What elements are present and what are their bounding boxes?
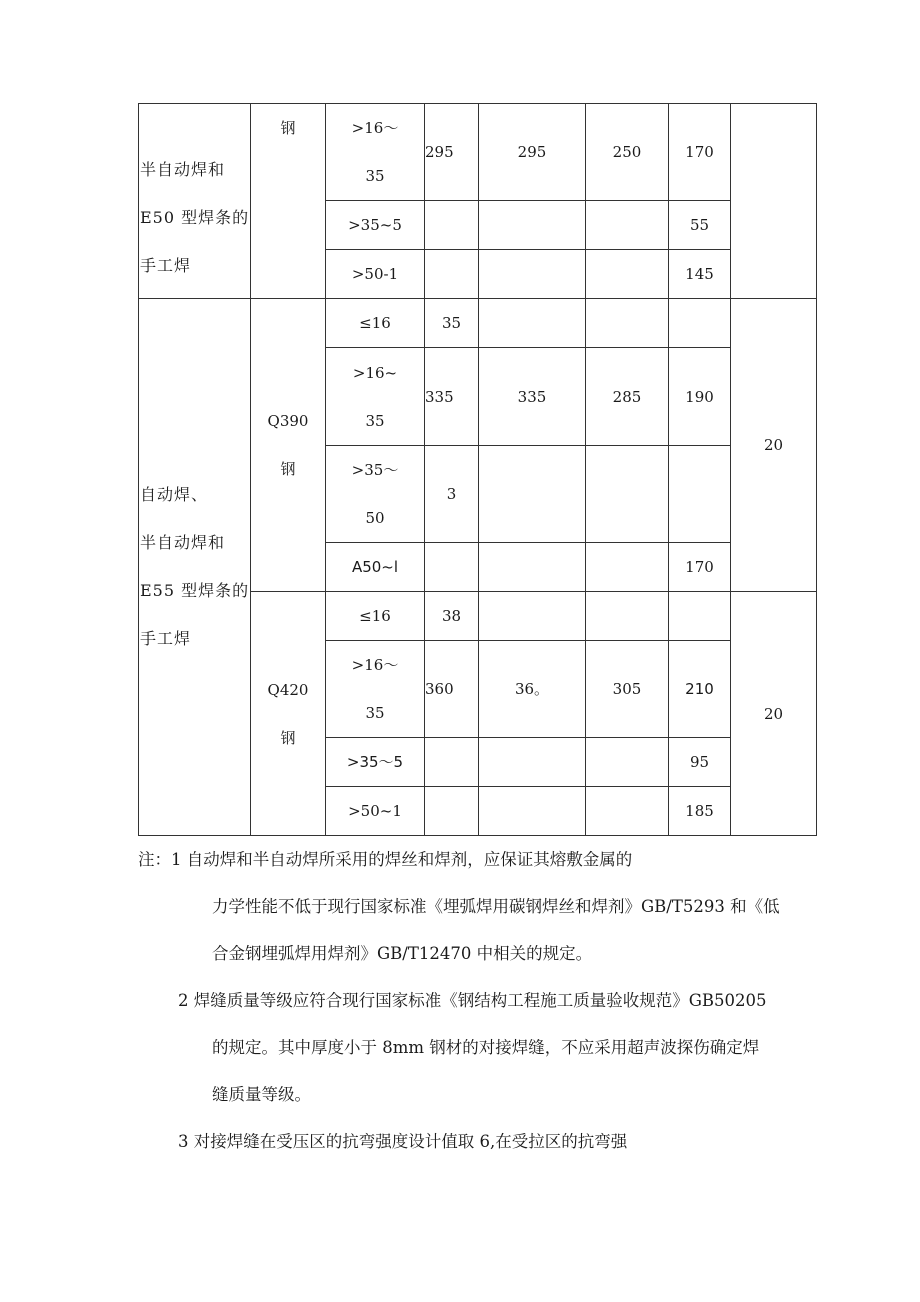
thickness-cell: ≤16 [326, 592, 425, 641]
thickness-cell: A50~l [326, 543, 425, 592]
steel-cell: Q420 钢 [251, 592, 326, 836]
thickness-cell: >16～ 35 [326, 641, 425, 738]
note-line: 力学性能不低于现行国家标准《埋弧焊用碳钢焊丝和焊剂》GB/T5293 和《低 [212, 897, 780, 916]
weld-strength-table [138, 103, 817, 836]
value-cell [479, 738, 586, 787]
value-cell: 36。 [479, 641, 586, 738]
thickness-cell: >50~1 [326, 787, 425, 836]
value-cell: 250 [586, 104, 669, 201]
value-cell [425, 738, 479, 787]
thickness-cell: ≤16 [326, 299, 425, 348]
value-cell [586, 592, 669, 641]
value-cell [586, 250, 669, 299]
thickness-cell: >35~5 [326, 201, 425, 250]
thickness-cell: >35～ 50 [326, 446, 425, 543]
value-cell [425, 250, 479, 299]
value-cell [669, 592, 731, 641]
table-row [139, 104, 817, 201]
steel-cell: Q390 钢 [251, 299, 326, 592]
value-cell [586, 738, 669, 787]
method-cell: 自动焊、 半自动焊和 E55 型焊条的 手工焊 [139, 299, 251, 836]
value-cell: 185 [669, 787, 731, 836]
value-cell: 145 [669, 250, 731, 299]
note-line: 的规定。其中厚度小于 8mm 钢材的对接焊缝，不应采用超声波探伤确定焊 [212, 1038, 760, 1057]
value-cell: 3 [425, 446, 479, 543]
value-cell: 360 [425, 641, 479, 738]
value-cell: 170 [669, 104, 731, 201]
value-cell: 170 [669, 543, 731, 592]
note-line: 缝质量等级。 [212, 1085, 311, 1104]
steel-cell: 钢 [251, 104, 326, 299]
note-line: 注：1 自动焊和半自动焊所采用的焊丝和焊剂，应保证其熔敷金属的 [138, 850, 633, 869]
value-cell: 210 [669, 641, 731, 738]
value-cell [479, 299, 586, 348]
value-cell: 55 [669, 201, 731, 250]
value-cell: 335 [479, 348, 586, 446]
value-cell [479, 446, 586, 543]
note-line: 合金钢埋弧焊用焊剂》GB/T12470 中相关的规定。 [212, 944, 593, 963]
value-cell [586, 201, 669, 250]
value-cell: 285 [586, 348, 669, 446]
value-cell: 38 [425, 592, 479, 641]
value-cell [669, 299, 731, 348]
value-cell [479, 250, 586, 299]
value-cell: 95 [669, 738, 731, 787]
value-cell [479, 787, 586, 836]
thickness-cell: >50-1 [326, 250, 425, 299]
value-cell: 305 [586, 641, 669, 738]
thickness-cell: >35～5 [326, 738, 425, 787]
note-line: 3 对接焊缝在受压区的抗弯强度设计值取 6,在受拉区的抗弯强 [178, 1132, 628, 1151]
table-notes [138, 836, 828, 1165]
value-cell [425, 543, 479, 592]
value-cell: 20 [731, 299, 817, 592]
value-cell [731, 104, 817, 299]
value-cell [479, 592, 586, 641]
value-cell [586, 543, 669, 592]
value-cell [479, 201, 586, 250]
thickness-cell: >16～ 35 [326, 104, 425, 201]
value-cell [425, 201, 479, 250]
value-cell: 335 [425, 348, 479, 446]
value-cell [425, 787, 479, 836]
value-cell [586, 446, 669, 543]
table-row [139, 299, 817, 348]
value-cell: 295 [425, 104, 479, 201]
method-cell: 半自动焊和 E50 型焊条的 手工焊 [139, 104, 251, 299]
value-cell: 295 [479, 104, 586, 201]
value-cell [479, 543, 586, 592]
value-cell [669, 446, 731, 543]
value-cell: 20 [731, 592, 817, 836]
value-cell [586, 299, 669, 348]
thickness-cell: >16~ 35 [326, 348, 425, 446]
note-line: 2 焊缝质量等级应符合现行国家标准《钢结构工程施工质量验收规范》GB50205 [178, 991, 767, 1010]
value-cell: 35 [425, 299, 479, 348]
value-cell [586, 787, 669, 836]
value-cell: 190 [669, 348, 731, 446]
